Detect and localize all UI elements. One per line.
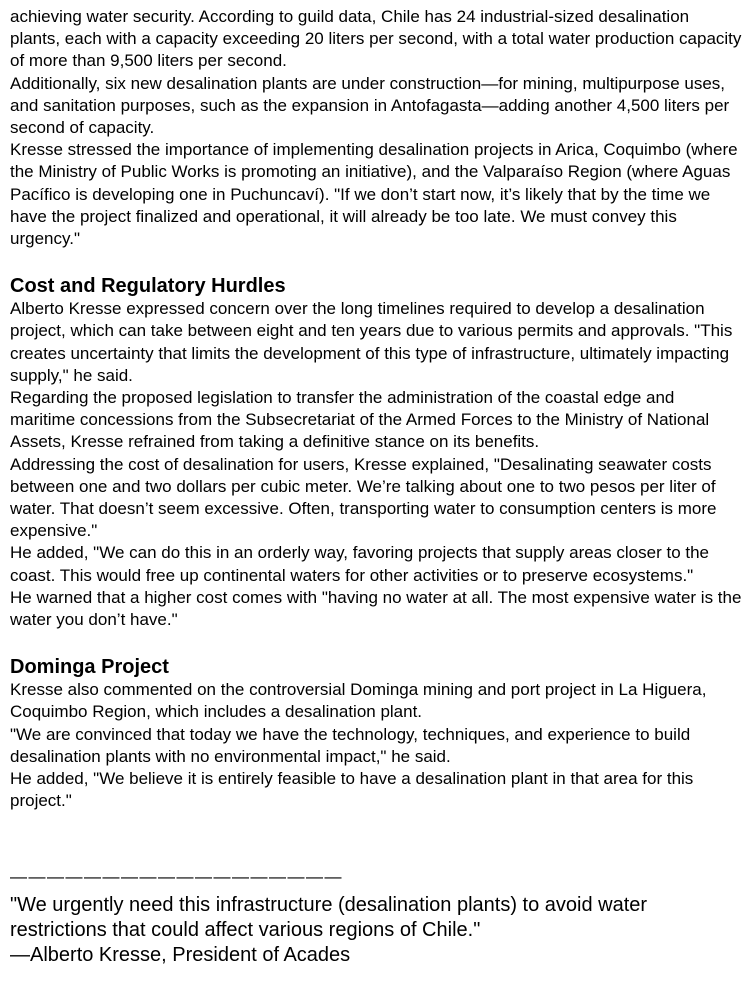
section-heading: Cost and Regulatory Hurdles <box>10 275 286 298</box>
paragraph: Regarding the proposed legislation to transfer the administration of the coastal edge and maritime concessions from the Subsecretariat of the Armed Forces to the Ministry of National Assets, Kresse refrained from taking a definitive stance on its benefits. <box>10 388 710 452</box>
paragraph: Additionally, six new desalination plants are under construction—for mining, multipurpose uses, and sanitation purposes, such as the expansion in Antofagasta—adding another 4,500 liters per second of capacity. <box>10 73 730 138</box>
paragraph: Alberto Kresse expressed concern over the long timelines required to develop a desalination project, which can take between eight and ten years due to various permits and approvals. "This creates uncertainty that limits the development of this type of infrastructure, ultimately impacting supply," he said. <box>10 299 733 385</box>
paragraph: Addressing the cost of desalination for users, Kresse explained, "Desalinating seawater costs between one and two dollars per cubic meter. We’re talking about one to two pesos per liter of water. That doesn’t seem excessive. Often, transporting water to consumption centers is more expensive." <box>10 454 717 541</box>
paragraph: Kresse stressed the importance of implementing desalination projects in Arica, Coquimbo (where the Ministry of Public Works is promoting an initiative), and the Valparaíso Region (where Aguas Pacífico is developing one in Puchuncaví). "If we don’t start now, it’s likely that by the time we have the project finalized and operational, it will already be too late. We must convey this urgency." <box>10 140 738 249</box>
divider: —————————————————— <box>10 866 343 886</box>
paragraph: Kresse also commented on the controversial Dominga mining and port project in La Higuera, Coquimbo Region, which includes a desalination plant. <box>10 680 707 722</box>
paragraph: He added, "We believe it is entirely feasible to have a desalination plant in that area for this project." <box>10 769 694 811</box>
paragraph: He warned that a higher cost comes with "having no water at all. The most expensive water is the water you don’t have." <box>10 587 742 630</box>
cost-section <box>10 274 742 631</box>
paragraph: achieving water security. According to guild data, Chile has 24 industrial-sized desalination plants, each with a capacity exceeding 20 liters per second, with a total water production capacity of more than 9,500 liters per second. <box>10 7 742 71</box>
pull-quote <box>10 867 742 968</box>
dominga-section <box>10 655 742 812</box>
paragraph: He added, "We can do this in an orderly way, favoring projects that supply areas closer to the coast. This would free up continental waters for other activities or to preserve ecosystems." <box>10 543 710 585</box>
paragraph: "We are convinced that today we have the technology, techniques, and experience to build desalination plants with no environmental impact," he said. <box>10 724 691 766</box>
section-heading: Dominga Project <box>10 656 169 679</box>
quote-text: "We urgently need this infrastructure (desalination plants) to avoid water restrictions that could affect various regions of Chile." <box>10 893 648 941</box>
quote-attribution: —Alberto Kresse, President of Acades <box>10 943 351 966</box>
intro-section <box>10 6 742 250</box>
